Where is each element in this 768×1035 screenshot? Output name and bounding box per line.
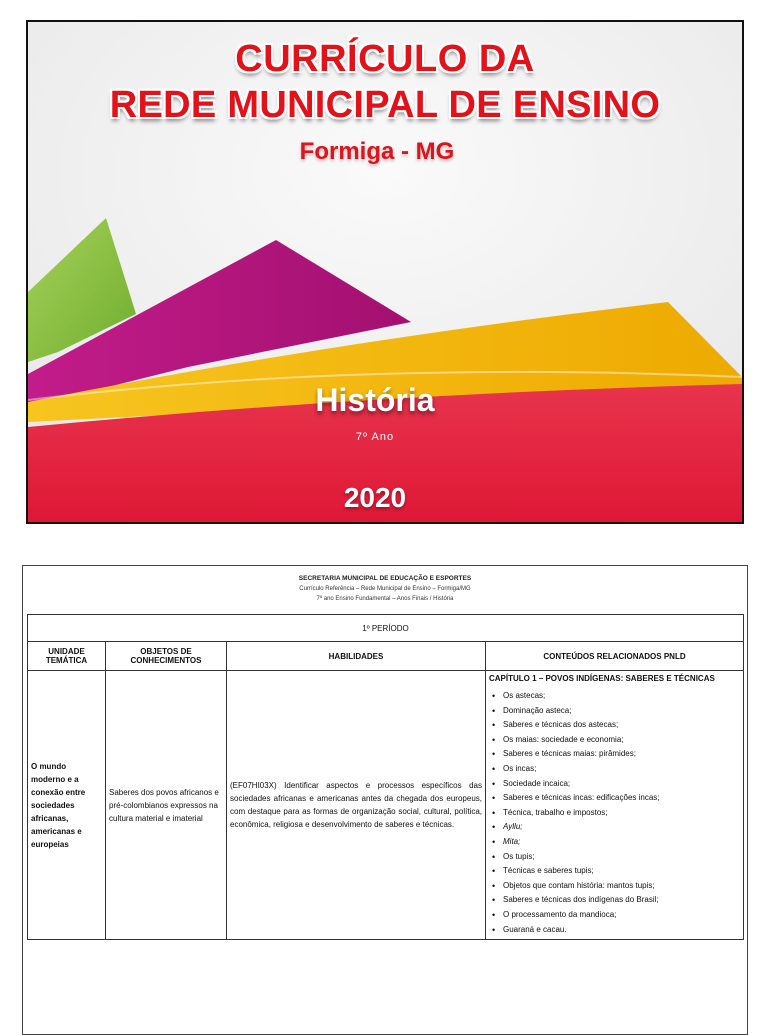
list-item: • Objetos que contam história: mantos tupis; [498, 879, 740, 894]
contents-list [489, 689, 740, 937]
col-header-objects: OBJETOS DE CONHECIMENTOS [106, 642, 227, 671]
list-item: • Saberes e técnicas incas: edificações incas; [498, 791, 740, 806]
cover-title-line1: CURRÍCULO DA [235, 38, 535, 80]
col-header-skills: HABILIDADES [227, 642, 486, 671]
secretariat-name: SECRETARIA MUNICIPAL DE EDUCAÇÃO E ESPORTES [298, 575, 472, 582]
unit-cell: O mundo moderno e a conexão entre sociedades africanas, americanas e europeias [28, 671, 106, 940]
list-item: • Saberes e técnicas dos astecas; [498, 718, 740, 733]
cover-subject: História [315, 382, 435, 418]
list-item: • Os maias: sociedade e economia; [498, 733, 740, 748]
list-item: • O processamento da mandioca; [498, 908, 740, 923]
period-label: 1º PERÍODO [28, 615, 744, 642]
list-item: • Dominação asteca; [498, 704, 740, 719]
list-item: • Os astecas; [498, 689, 740, 704]
reference-line: Currículo Referência – Rede Municipal de Ensino – Formiga/MG [299, 586, 471, 592]
list-item: • Guaraná e cacau. [498, 923, 740, 938]
list-item: • Mita; [498, 835, 740, 850]
objects-cell: Saberes dos povos africanos e pré-colombianos expressos na cultura material e imaterial [106, 671, 227, 940]
document-header [23, 566, 747, 604]
cover-title-line2: REDE MUNICIPAL DE ENSINO [109, 84, 661, 126]
cover-grade: 7º Ano [355, 431, 395, 443]
period-row [28, 615, 744, 642]
cover-location: Formiga - MG [299, 138, 455, 165]
chapter-title: CAPÍTULO 1 – POVOS INDÍGENAS: SABERES E TÉCNICAS [489, 674, 715, 683]
list-item: • Técnicas e saberes tupis; [498, 864, 740, 879]
list-item: • Os tupis; [498, 850, 740, 865]
list-item: • Sociedade incaica; [498, 777, 740, 792]
column-header-row [28, 642, 744, 671]
list-item: • Ayllu; [498, 820, 740, 835]
cover-page [26, 20, 744, 524]
list-item: • Técnica, trabalho e impostos; [498, 806, 740, 821]
list-item: • Saberes e técnicas dos indígenas do Brasil; [498, 893, 740, 908]
col-header-unit: UNIDADE TEMÁTICA [28, 642, 106, 671]
skills-cell: (EF07HI03X) Identificar aspectos e processos específicos das sociedades africanas e americanas antes da chegada dos europeus, com destaque para as formas de organização social, cultural, política, econômica, religiosa e desenvolvimento de saberes e técnicas. [227, 671, 486, 940]
curriculum-page [22, 565, 748, 1035]
table-row [28, 671, 744, 940]
curriculum-table [27, 614, 744, 940]
list-item: • Saberes e técnicas maias: pirâmides; [498, 747, 740, 762]
col-header-contents: CONTEÚDOS RELACIONADOS PNLD [486, 642, 744, 671]
cover-year: 2020 [343, 482, 407, 513]
list-item: • Os incas; [498, 762, 740, 777]
grade-line: 7º ano Ensino Fundamental – Anos Finais / História [316, 596, 454, 602]
contents-cell [486, 671, 744, 940]
